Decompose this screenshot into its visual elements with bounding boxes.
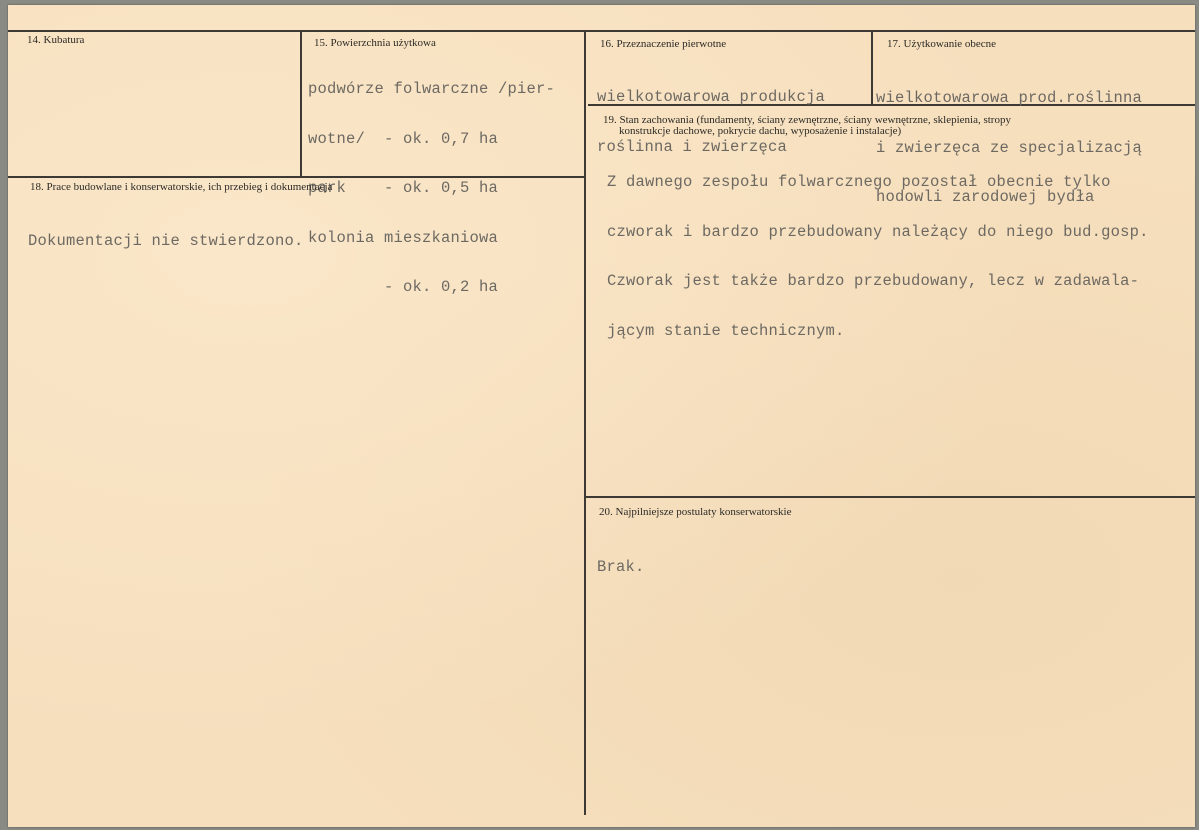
field-19-label-line-1: 19. Stan zachowania (fundamenty, ściany zewnętrzne, ściany wewnętrzne, sklepienia, stropy [603,114,1011,126]
field-18-line: Dokumentacji nie stwierdzono. [28,232,304,250]
field-19-line: Z dawnego zespołu folwarcznego pozostał obecnie tylko [607,173,1111,191]
field-15-label: 15. Powierzchnia użytkowa [314,37,436,49]
field-17-line: hodowli zarodowej bydła [876,188,1095,206]
field-15-line: - ok. 0,2 ha [308,278,499,296]
divider-14-15 [300,31,302,177]
top-border-line [8,30,1195,32]
field-17-line: i zwierzęca ze specjalizacją [876,138,1143,157]
field-16-line: roślinna i zwierzęca [597,137,788,156]
field-20-line: Brak. [597,558,645,576]
field-16-line: wielkotowarowa produkcja [597,88,826,106]
field-15-line: kolonia mieszkaniowa [308,228,499,247]
field-18-label: 18. Prace budowlane i konserwatorskie, ich przebieg i dokumentacja [30,181,333,193]
field-15-line: wotne/ - ok. 0,7 ha [308,129,499,148]
divider-16-17 [871,31,873,105]
field-14-label: 14. Kubatura [27,34,85,46]
field-15-value [308,48,555,312]
field-19-value [607,138,1149,356]
field-19-line: Czworak jest także bardzo przebudowany, lecz w zadawala- [607,272,1140,290]
field-16-label: 16. Przeznaczenie pierwotne [600,38,727,50]
field-17-line: wielkotowarowa prod.roślinna [876,89,1143,107]
divider-main-column [584,31,586,815]
field-20-value [597,526,645,592]
field-19-label-line-2: konstrukcje dachowe, pokrycie dachu, wyposażenie i instalacje) [619,125,902,137]
field-19-line: jącym stanie technicznym. [607,321,845,340]
field-18-value [28,200,304,266]
field-15-line: park - ok. 0,5 ha [308,179,499,197]
field-17-label: 17. Użytkowanie obecne [887,38,997,50]
field-15-line: podwórze folwarczne /pier- [308,80,556,98]
field-20-label: 20. Najpilniejsze postulaty konserwatorskie [599,506,792,518]
divider-row-19-20 [586,496,1195,498]
field-19-line: czworak i bardzo przebudowany należący do niego bud.gosp. [607,222,1149,241]
